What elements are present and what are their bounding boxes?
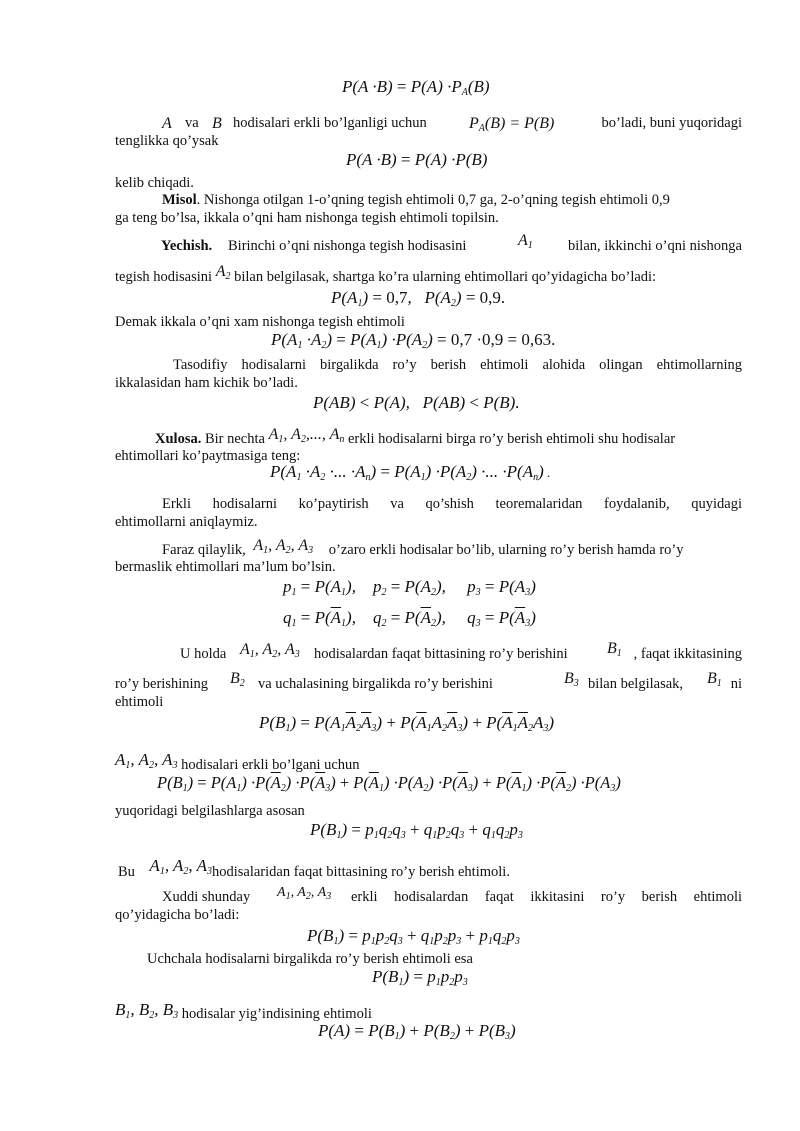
formula-3: $P(A_1) = 0,7$, $P(A_2) = 0,9$. xyxy=(331,288,506,309)
text-line: tegish hodisasini $A_2$ bilan belgilasak, shartga ko’ra ularning ehtimollari qo’yidagicha bo’ladi: xyxy=(115,263,657,285)
text-line: ikkalasidan ham kichik bo’ladi. xyxy=(115,375,298,391)
text-line: Tasodifiy hodisalarni birgalikda ro’y berish ehtimoli alohida olingan ehtimollarning xyxy=(173,357,742,373)
formula-13: $P(B_1) = p_1p_2p_3$ xyxy=(372,967,468,988)
text-line: yuqoridagi belgilashlarga asosan xyxy=(115,803,305,819)
formula-6: $P(A_1 \cdot A_2$ ·... $\cdot A_n) = P(A_1) \cdot P(A_2)$ ·... $\cdot P(A_n)$ . xyxy=(270,462,551,483)
text-line: Xulosa. Bir nechta $A_1$, $A_2$,..., $A_n$ erkli hodisalarni birga ro’y berish ehtimoli shu hodisalar xyxy=(155,426,676,447)
text-line: Uchchala hodisalarni birgalikda ro’y berish ehtimoli esa xyxy=(147,951,473,967)
text-line: Bu $A_1$, $A_2$, $A_3hodisalaridan$ faqat bittasining ro’y berish ehtimoli. xyxy=(118,856,510,880)
text-line: tenglikka qo’ysak xyxy=(115,133,219,149)
text-line: ehtimollarni aniqlaymiz. xyxy=(115,514,258,530)
formula-11: $P(B_1) = p_1q_2q_3 + q_1p_2q_3 + q_1q_2p_3$ xyxy=(310,820,523,841)
formula-12: $P(B_1) = p_1p_2q_3 + q_1p_2p_3 + p_1q_2p_3$ xyxy=(307,926,520,947)
text-line: bermaslik ehtimollari ma’lum bo’lsin. xyxy=(115,559,336,575)
text-line: kelib chiqadi. xyxy=(115,175,194,191)
text-line: Faraz qilaylik, $A_1$, $A_2$, $A_3$ o’zaro erkli hodisalar bo’lib, ularning ro’y berish hamda ro’y xyxy=(162,537,684,558)
text-line: Misol. Nishonga otilgan 1-o’qning tegish ehtimoli 0,7 ga, 2-o’qning tegish ehtimoli 0,9 xyxy=(162,192,670,208)
text-line: $A_1$, $A_2$, $A_3$ hodisalari erkli bo’lgani uchun xyxy=(115,750,360,773)
text-line: qo’yidagicha bo’ladi: xyxy=(115,907,240,923)
formula-7: $p_1 = P(A_1)$, $p_2 = P(A_2)$, $p_3 = P(A_3)$ xyxy=(283,577,536,598)
text-line: Erkli hodisalarni ko’paytirish va qo’shish teoremalaridan foydalanib, quyidagi xyxy=(162,496,742,512)
formula-8: $q_1 = P(\overline{A}_1)$, $q_2 = P(\overline{A}_2)$, $q_3 = P(\overline{A}_3)$ xyxy=(283,608,536,629)
formula-14: $P(A) = P(B_1) + P(B_2) + P(B_3)$ xyxy=(318,1021,516,1042)
document-page: $P(A \cdot B) = P(A) \cdot P_A(B)$ A va B hodisalari erkli bo’lganligi uchun $P_A(B) = P(B)$ bo’ladi, buni yuqoridagi tenglikka qo’ysak P(A ·B) = P(A) ·P(B) kelib chiqadi. Misol. Nishonga otilgan 1-o’qning tegish ehtimoli 0,7 ga, 2-o’qning tegish ehtimoli 0,9 ga teng bo’lsa, ikkala o’qni ham nishonga tegish ehtimoli topilsin. Yechish. Birinchi o’qni nishonga tegish hodisasini $A_1$ bilan, ikkinchi o’qni nishonga tegish hodisasini $A_2$ bilan belgilasak, shartga ko’ra ularning ehtimollari qo’yidagicha bo’ladi: $P(A_1) = 0,7$, $P(A_2) = 0,9$. Demak ikkala o’qni xam nishonga tegish ehtimoli $P(A_1 \cdot A_2) = P(A_1) \cdot P(A_2) = 0,7 \cdot 0,9 = 0,63$. Tasodifiy hodisalarni birgalikda ro’y berish ehtimoli alohida olingan ehtimollarning ikkalasidan ham kichik bo’ladi. P(AB) < P(A), P(AB) < P(B). Xulosa. Bir nechta $A_1$, $A_2$,..., $A_n$ erkli hodisalarni birga ro’y berish ehtimoli shu hodisalar ehtimollari ko’paytmasiga teng: $P(A_1 \cdot A_2$ ·... $\cdot A_n) = P(A_1) \cdot P(A_2)$ ·... $\cdot P(A_n)$ . Erkli hodisalarni ko’paytirish va qo’shish teoremalaridan foydalanib, quyidagi ehtimollarni aniqlaymiz. Faraz qilaylik, $A_1$, $A_2$, $A_3$ o’zaro erkli hodisalar bo’lib, ularning ro’y berish hamda ro’y bermaslik ehtimollari ma’lum bo’lsin. $p_1 = P(A_1)$, $p_2 = P(A_2)$, $p_3 = P(A_3)$ $q_1 = P(\overline{A}_1)$, $q_2 = P(\overline{A}_2)$, $q_3 = P(\overline{A}_3)$ U holda $A_1$, $A_2$, $A_3$ hodisalardan faqat bittasining ro’y berishini $B_1$ , faqat ikkitasining ro’y berishining $B_2$ va uchalasining birgalikda ro’y berishini $B_3$ bilan belgilasak, $B_1$ ni ehtimoli $P(B_1) = P(A_1\overline{A}_2\overline{A}_3) + P(\overline{A}_1A_2\overline{A}_3) + P(\overline{A}_1\overline{A}_2A_3)$ $A_1$, $A_2$, $A_3$ hodisalari erkli bo’lgani uchun $P(B_1) = P(A_1) \cdot P(\overline{A}_2) \cdot P(\overline{A}_3) + P(\overline{A}_1) \cdot P(A_2) \cdot P(\overline{A}_3) + P(\overline{A}_1) \cdot P(\overline{A}_2) \cdot P(A_3)$ yuqoridagi belgilashlarga asosan $P(B_1) = p_1q_2q_3 + q_1p_2q_3 + q_1q_2p_3$ Bu $A_1$, $A_2$, $A_3hodisalaridan$ faqat bittasining ro’y berish ehtimoli. Xuddi shunday $A_1$, $A_2$, $A_3$ erkli hodisalardan faqat ikkitasini ro’y berish ehtimoli qo’yidagicha bo’ladi: $P(B_1) = p_1p_2q_3 + q_1p_2p_3 + p_1q_2p_3$ Uchchala hodisalarni birgalikda ro’y berish ehtimoli esa $P(B_1) = p_1p_2p_3$ $B_1$, $B_2$, $B_3$ hodisalar yig’indisining ehtimoli $P(A) = P(B_1) + P(B_2) + P(B_3)$ xyxy=(115,77,742,1042)
text-line: $B_1$, $B_2$, $B_3$ hodisalar yig’indisining ehtimoli xyxy=(115,1000,372,1022)
text-line: ehtimollari ko’paytmasiga teng: xyxy=(115,448,301,464)
formula-5: P(AB) < P(A), P(AB) < P(B). xyxy=(313,393,520,412)
text-line: Demak ikkala o’qni xam nishonga tegish ehtimoli xyxy=(115,314,405,330)
text-line: ga teng bo’lsa, ikkala o’qni ham nishonga tegish ehtimoli topilsin. xyxy=(115,210,499,226)
formula-1: $P(A \cdot B) = P(A) \cdot P_A(B)$ xyxy=(342,77,490,98)
formula-4: $P(A_1 \cdot A_2) = P(A_1) \cdot P(A_2) = 0,7 \cdot 0,9 = 0,63$. xyxy=(271,330,556,351)
formula-10: $P(B_1) = P(A_1) \cdot P(\overline{A}_2) \cdot P(\overline{A}_3) + P(\overline{A}_1) \cdot P(A_2) \cdot P(\overline{A}_3) + P(\overline{A}_1) \cdot P(\overline{A}_2) \cdot P(A_3)$ xyxy=(157,773,621,794)
text-line: ehtimoli xyxy=(115,694,164,710)
formula-2: P(A ·B) = P(A) ·P(B) xyxy=(346,150,488,169)
formula-9: $P(B_1) = P(A_1\overline{A}_2\overline{A}_3) + P(\overline{A}_1A_2\overline{A}_3) + P(\overline{A}_1\overline{A}_2A_3)$ xyxy=(259,713,555,734)
